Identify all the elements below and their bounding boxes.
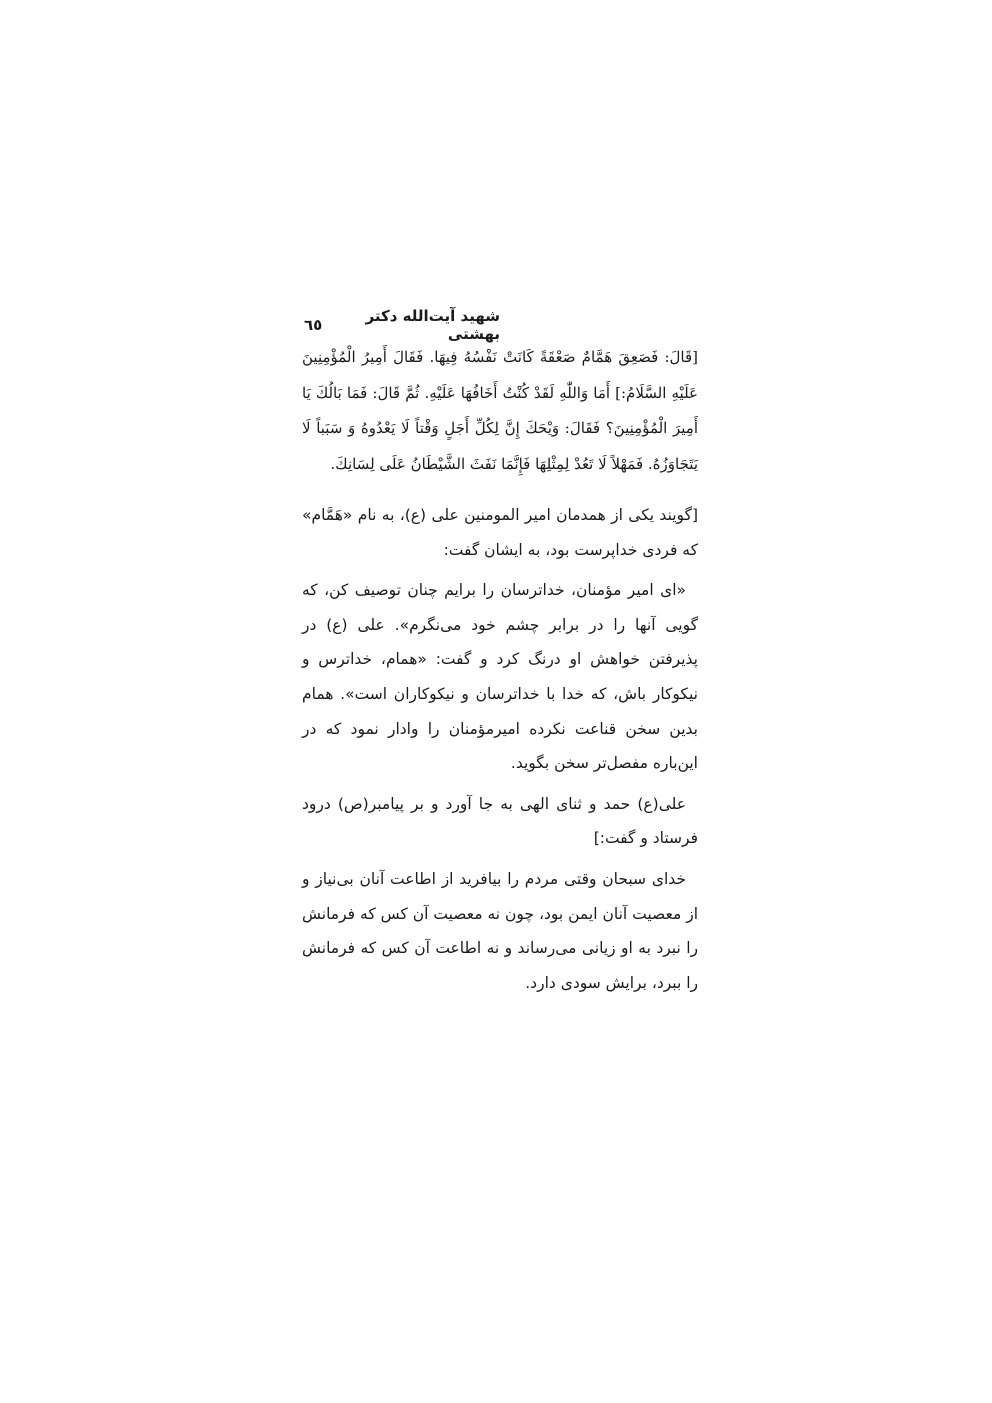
body-text (302, 340, 698, 1006)
paragraph-sermon: خدای سبحان وقتی مردم را بیافرید از اطاعت آنان بی‌نیاز و از معصیت آنان ایمن بود، چون نه معصیت آن کس که فرمانش را نبرد به او زیانی می‌رساند و نه اطاعت آن کس که فرمانش را ببرد، برایش سودی دارد. (302, 869, 698, 992)
arabic-quote: [قَالَ: فَصَعِقَ هَمَّامٌ صَعْقَةً كَانَتْ نَفْسُهُ فِيهَا. فَقَالَ أَمِيرُ الْمُؤْمِنِينَ عَلَيْهِ السَّلَامُ:] أَمَا وَاللّٰهِ لَقَدْ كُنْتُ أَخَافُهَا عَلَيْهِ. ثُمَّ قَالَ: فَمَا بَالُكَ يَا أَمِيرَ الْمُؤْمِنِينَ؟ فَقَالَ: وَيْحَكَ إِنَّ لِكُلِّ أَجَلٍ وَقْتاً لَا يَعْدُوهُ وَ سَبَباً لَا يَتَجَاوَزُهُ. فَمَهْلاً لَا تَعُدْ لِمِثْلِهَا فَإِنَّمَا نَفَثَ الشَّيْطَانُ عَلَى لِسَانِكَ. (302, 348, 698, 473)
running-title: شهید آیت‌الله دکتر بهشتی (365, 307, 500, 343)
paragraph-praise: علی(ع) حمد و ثنای الهی به جا آورد و بر پیامبر(ص) درود فرستاد و گفت:] (302, 794, 698, 848)
page-number: ٦٥ (304, 316, 323, 334)
paragraph-intro: [گویند یکی از همدمان امیر المومنین علی (ع)، به نام «هَمَّام» که فردی خداپرست بود، به ایشان گفت: (302, 506, 698, 559)
paragraph-request: «ای امیر مؤمنان، خداترسان را برایم چنان توصیف کن، که گویی آنها را در برابر چشم خود می‌نگرم». علی (ع) در پذیرفتن خواهش او درنگ کرد و گفت: «همام، خداترس و نیکوکار باش، که خدا با خداترسان و نیکوکاران است». همام بدین سخن قناعت نکرده امیرمؤمنان را وادار نمود که در این‌باره مفصل‌تر سخن بگوید. (302, 581, 698, 773)
page-header (304, 307, 500, 343)
